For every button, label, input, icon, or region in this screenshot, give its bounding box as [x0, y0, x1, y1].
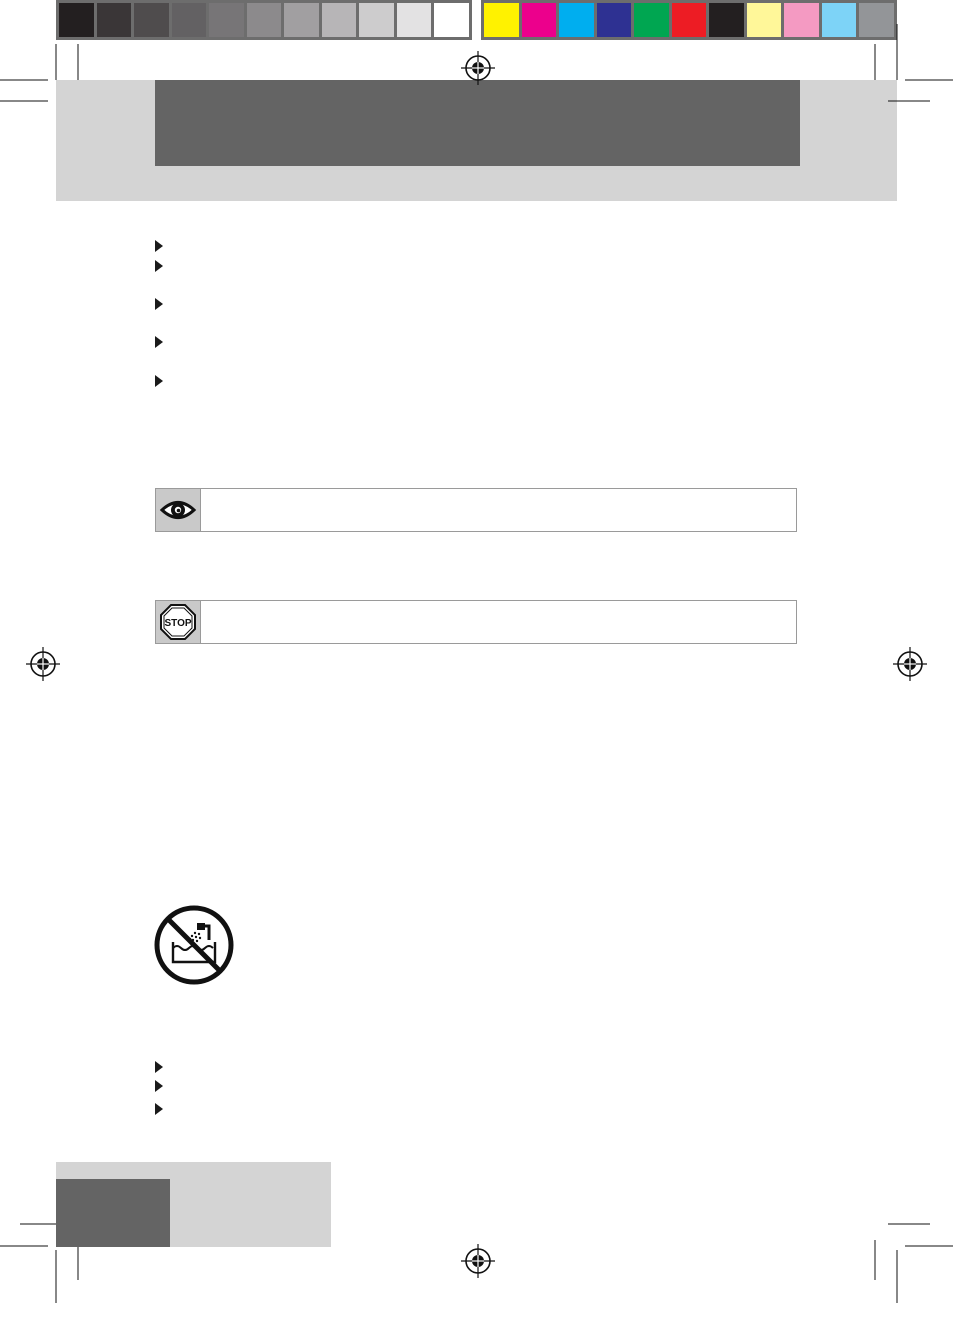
footer-page-tab [56, 1179, 170, 1247]
stop-sign-text: STOP [164, 618, 192, 629]
list-bullet [155, 1080, 163, 1092]
list-bullet [155, 298, 163, 310]
list-bullet [155, 336, 163, 348]
list-bullet [155, 1061, 163, 1073]
list-bullet [155, 1103, 163, 1115]
no-water-immersion-icon [153, 904, 235, 986]
stop-sign-icon [156, 601, 200, 643]
list-bullet [155, 260, 163, 272]
eye-icon [156, 489, 200, 531]
notice-icon-cell [156, 601, 201, 643]
list-bullet [155, 240, 163, 252]
notice-box-observe [155, 488, 797, 532]
notice-box-stop [155, 600, 797, 644]
notice-icon-cell [156, 489, 201, 531]
list-bullet [155, 375, 163, 387]
